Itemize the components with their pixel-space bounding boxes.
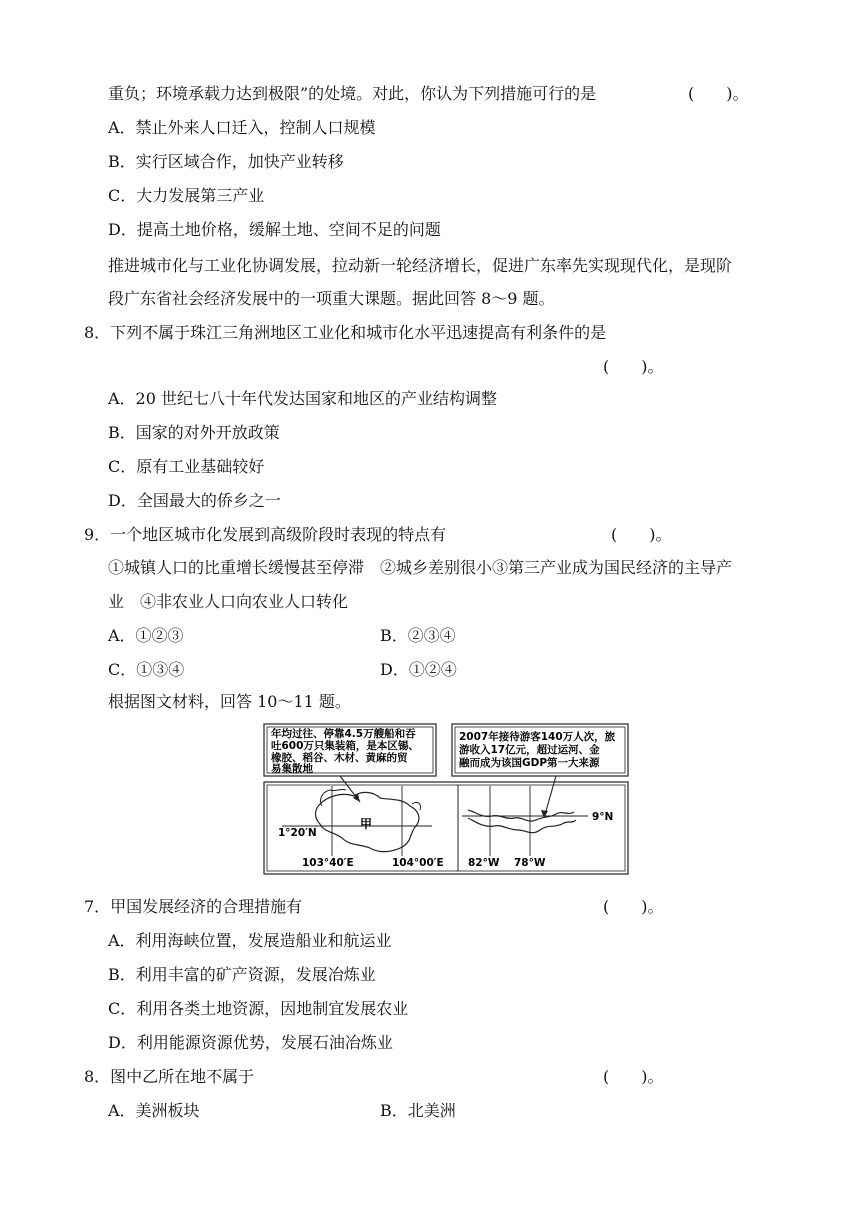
callout-right-line: 2007年接待游客140万人次，旅 xyxy=(459,731,616,743)
figure-intro: 根据图文材料，回答 10～11 题。 xyxy=(108,692,351,711)
option-a: A．利用海峡位置，发展造船业和航运业 xyxy=(108,931,392,950)
left-map-latitude: 1°20′N xyxy=(278,827,317,839)
option-c: C．①③④ xyxy=(108,660,185,679)
option-a: A．禁止外来人口迁入，控制人口规模 xyxy=(108,118,376,137)
option-d: D．提高土地价格，缓解土地、空间不足的问题 xyxy=(108,220,441,239)
answer-paren: ( )。 xyxy=(603,1067,664,1086)
callout-left-line: 年均过往、停靠4.5万艘船和吞 xyxy=(271,728,416,740)
option-d: D．利用能源资源优势，发展石油冶炼业 xyxy=(108,1033,393,1052)
question-8b: 8．图中乙所在地不属于 xyxy=(84,1067,255,1086)
option-c: C．利用各类土地资源，因地制宜发展农业 xyxy=(108,999,409,1018)
callout-left-line: 橡胶、稻谷、木材、黄麻的贸 xyxy=(271,752,408,764)
option-c: C．原有工业基础较好 xyxy=(108,457,265,476)
passage-line: 推进城市化与工业化协调发展，拉动新一轮经济增长，促进广东率先实现现代化，是现阶 xyxy=(108,256,733,275)
option-b: B．北美洲 xyxy=(380,1101,456,1120)
right-map-latitude: 9°N xyxy=(592,811,614,823)
right-map-longitude-east: 78°W xyxy=(514,857,546,869)
question-9: 9．一个地区城市化发展到高级阶段时表现的特点有 xyxy=(84,525,447,544)
option-a: A．美洲板块 xyxy=(108,1101,200,1120)
left-map-longitude-west: 103°40′E xyxy=(302,857,354,869)
answer-paren: ( )。 xyxy=(603,897,664,916)
statement-line: ①城镇人口的比重增长缓慢甚至停滞 ②城乡差别很小③第三产业成为国民经济的主导产 xyxy=(108,558,733,577)
option-b: B．实行区域合作，加快产业转移 xyxy=(108,152,344,171)
option-d: D．①②④ xyxy=(380,660,457,679)
question-7: 7．甲国发展经济的合理措施有 xyxy=(84,897,303,916)
option-a: A．20 世纪七八十年代发达国家和地区的产业结构调整 xyxy=(108,389,498,408)
callout-right-line: 融而成为该国GDP第一大来源 xyxy=(459,757,600,769)
map-label-jia: 甲 xyxy=(360,817,373,831)
map-figure xyxy=(262,720,630,876)
left-map-longitude-east: 104°00′E xyxy=(392,857,444,869)
option-c: C．大力发展第三产业 xyxy=(108,186,265,205)
answer-paren: ( )。 xyxy=(611,525,672,544)
option-b: B．利用丰富的矿产资源，发展冶炼业 xyxy=(108,965,376,984)
text-line: 重负；环境承载力达到极限”的处境。对此，你认为下列措施可行的是 xyxy=(108,84,597,103)
answer-paren: ( )。 xyxy=(603,357,664,376)
answer-paren: ( )。 xyxy=(688,84,749,103)
map-figure-svg xyxy=(262,720,630,876)
statement-line: 业 ④非农业人口向农业人口转化 xyxy=(108,592,349,611)
callout-left-line: 易集散地 xyxy=(271,763,313,775)
option-b: B．②③④ xyxy=(380,626,456,645)
callout-left-line: 吐600万只集装箱，是本区锡、 xyxy=(271,740,419,752)
option-b: B．国家的对外开放政策 xyxy=(108,423,280,442)
callout-right-line: 游收入17亿元，超过运河、金 xyxy=(459,744,600,756)
option-a: A．①②③ xyxy=(108,626,184,645)
option-d: D．全国最大的侨乡之一 xyxy=(108,491,281,510)
passage-line: 段广东省社会经济发展中的一项重大课题。据此回答 8～9 题。 xyxy=(108,289,555,308)
right-map-longitude-west: 82°W xyxy=(468,857,500,869)
question-8: 8．下列不属于珠江三角洲地区工业化和城市化水平迅速提高有利条件的是 xyxy=(84,323,607,342)
